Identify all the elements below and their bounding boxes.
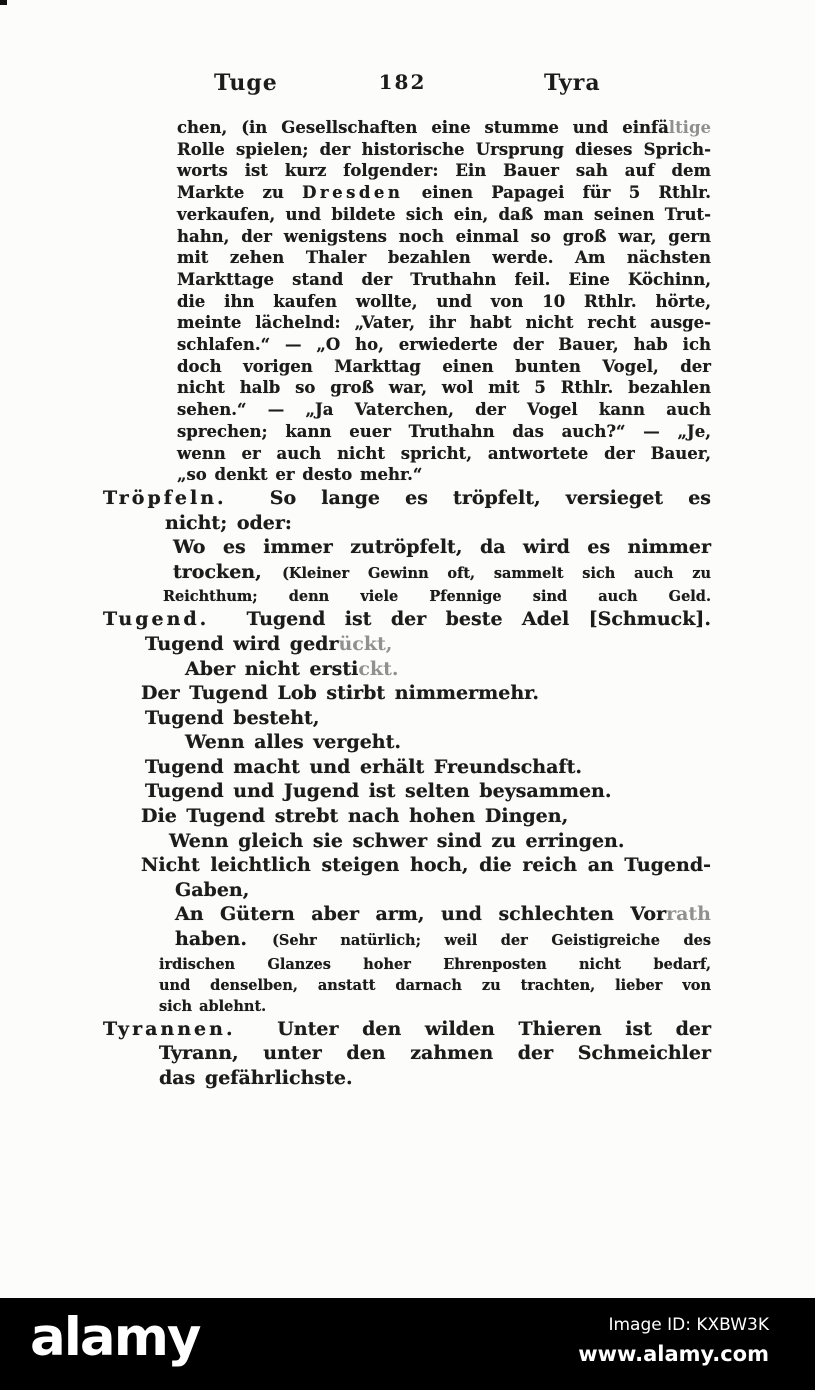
text-line: [175, 927, 711, 954]
text-line: [141, 681, 711, 706]
text-line: [173, 560, 711, 587]
text-segment: (Sehr natürlich; weil der Geistigreiche des: [272, 932, 712, 950]
text-segment: Der Tugend Lob stirbt nimmermehr.: [141, 682, 540, 705]
text-segment: sehen.“ — „Ja Vaterchen, der Vogel kann auch: [177, 400, 711, 420]
text-line: [177, 269, 711, 291]
text-segment: Tugend und Jugend ist selten beysammen.: [145, 780, 612, 803]
running-head: [0, 70, 815, 100]
text-segment: mit zehen Thaler bezahlen werde. Am nächsten: [177, 248, 711, 268]
text-line: [177, 117, 711, 139]
text-line: [165, 511, 711, 536]
text-line: [177, 139, 711, 161]
text-segment: Tyrann, unter den zahmen der Schmeichler: [159, 1042, 711, 1065]
text-segment: Markte zu: [177, 183, 303, 203]
image-id-label: Image ID: KXBW3K: [608, 1315, 769, 1335]
text-line: [145, 632, 711, 657]
text-segment: worts ist kurz folgender: Ein Bauer sah auf dem: [177, 161, 711, 181]
text-line: [159, 1041, 711, 1066]
text-segment: ltige: [668, 118, 711, 137]
text-line: [177, 226, 711, 248]
text-line: [177, 160, 711, 182]
text-line: [159, 1066, 711, 1091]
text-segment: Unter den wilden Thieren ist der: [253, 1017, 711, 1040]
text-line: [145, 755, 711, 780]
text-segment: Markttage stand der Truthahn feil. Eine Köchinn,: [177, 269, 711, 289]
entry-headword: Tugend.: [103, 608, 210, 631]
text-segment: Tugend macht und erhält Freundschaft.: [145, 755, 582, 778]
scan-artifact: [0, 0, 7, 5]
text-segment: Gaben,: [175, 878, 250, 901]
entry-headword: Tröpfeln.: [103, 486, 227, 509]
text-segment: Tugend besteht,: [145, 706, 320, 729]
text-segment: einen Papagei für 5 Rthlr.: [403, 183, 711, 203]
text-segment: So lange es tröpfelt, versieget es: [244, 486, 711, 509]
text-line: [173, 535, 711, 560]
running-head-right: Tyra: [544, 70, 601, 96]
text-segment: irdischen Glanzes hoher Ehrenposten nicht bedarf,: [159, 955, 711, 973]
text-line: [177, 377, 711, 399]
text-segment: Tugend ist der beste Adel [Schmuck].: [227, 608, 711, 631]
text-segment: Reichthum; denn viele Pfennige sind auch Geld.: [163, 588, 711, 606]
text-segment: Tugend wird gedr: [145, 632, 339, 655]
text-segment: Wenn gleich sie schwer sind zu erringen.: [169, 829, 625, 852]
text-line: [177, 399, 711, 421]
text-segment: Dresden: [302, 183, 404, 203]
text-line: [177, 182, 711, 204]
text-segment: verkaufen, und bildete sich ein, daß man seinen Trut-: [177, 204, 711, 224]
text-segment: Die Tugend strebt nach hohen Dingen,: [141, 805, 569, 828]
text-line: [185, 730, 711, 755]
text-segment: Nicht leichtlich steigen hoch, die reich an Tugend-: [141, 854, 711, 877]
text-segment: (Kleiner Gewinn oft, sammelt sich auch zu: [282, 564, 711, 582]
alamy-url: www.alamy.com: [578, 1342, 769, 1366]
text-segment: das gefährlichste.: [159, 1066, 353, 1089]
text-segment: hahn, der wenigstens noch einmal so groß war, gern: [177, 226, 711, 246]
text-line: [103, 607, 711, 632]
text-line: [145, 779, 711, 804]
text-line: [103, 486, 711, 511]
text-line: [185, 657, 711, 682]
text-line: [175, 902, 711, 927]
text-line: [177, 356, 711, 378]
text-line: [177, 334, 711, 356]
text-segment: Wenn alles vergeht.: [185, 731, 401, 754]
text-line: [159, 954, 711, 975]
text-segment: nicht; oder:: [165, 511, 292, 534]
text-segment: doch vorigen Markttag einen bunten Vogel, der: [177, 356, 711, 376]
text-line: [141, 804, 711, 829]
text-segment: sprechen; kann euer Truthahn das auch?“ — „Je,: [177, 421, 711, 441]
text-line: [103, 1017, 711, 1042]
text-segment: Rolle spielen; der historische Ursprung dieses Sprich-: [177, 139, 711, 159]
text-segment: chen, (in Gesellschaften eine stumme und einfä: [177, 118, 669, 137]
text-segment: die ihn kaufen wollte, und von 10 Rthlr. hörte,: [177, 291, 711, 311]
text-segment: ückt,: [338, 632, 393, 655]
text-line: [177, 291, 711, 313]
text-line: [177, 443, 711, 465]
page-text: [103, 117, 711, 1090]
text-line: [175, 878, 711, 903]
text-segment: „so denkt er desto mehr.“: [177, 465, 423, 485]
alamy-logo: alamy: [30, 1307, 200, 1368]
text-segment: trocken,: [173, 560, 283, 583]
text-line: [141, 853, 711, 878]
text-segment: Wo es immer zutröpfelt, da wird es nimmer: [173, 536, 711, 559]
text-segment: meinte lächelnd: „Vater, ihr habt nicht recht ausge-: [177, 313, 711, 333]
text-line: [169, 829, 711, 854]
text-line: [145, 706, 711, 731]
text-line: [177, 312, 711, 334]
text-line: [159, 996, 711, 1017]
text-segment: rath: [666, 903, 711, 926]
text-segment: und denselben, anstatt darnach zu trachten, lieber von: [159, 976, 711, 994]
watermark-meta: [578, 1315, 769, 1366]
text-line: [177, 247, 711, 269]
text-line: [159, 975, 711, 996]
text-line: [177, 421, 711, 443]
text-segment: sich ablehnt.: [159, 997, 267, 1015]
text-segment: nicht halb so groß war, wol mit 5 Rthlr. bezahlen: [177, 378, 711, 398]
page-number: 182: [378, 70, 427, 94]
text-segment: wenn er auch nicht spricht, antwortete der Bauer,: [177, 443, 711, 463]
text-line: [177, 204, 711, 226]
text-segment: ckt.: [358, 657, 399, 680]
text-segment: haben.: [175, 928, 273, 951]
running-head-left: Tuge: [214, 70, 278, 96]
entry-headword: Tyrannen.: [103, 1017, 236, 1040]
text-segment: Aber nicht ersti: [185, 657, 359, 680]
alamy-watermark-bar: [0, 1298, 815, 1390]
text-line: [163, 586, 711, 607]
text-segment: An Gütern aber arm, und schlechten Vor: [175, 903, 667, 926]
text-line: [177, 464, 711, 486]
text-segment: schlafen.“ — „O ho, erwiederte der Bauer, hab ich: [177, 335, 711, 355]
